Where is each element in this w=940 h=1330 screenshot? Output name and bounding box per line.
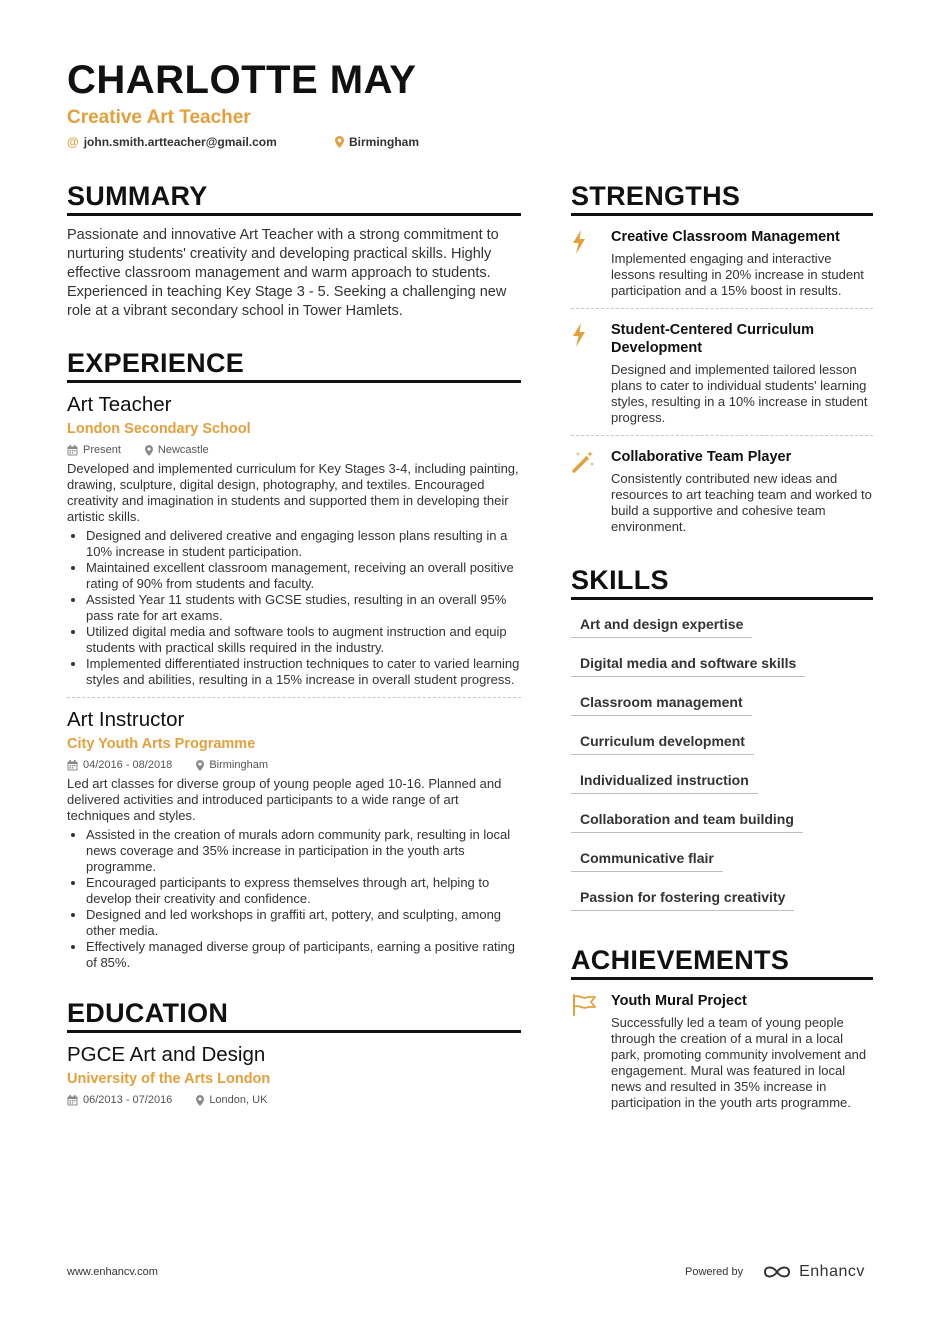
- right-column: [571, 180, 873, 1120]
- location-pin-icon: [335, 136, 344, 148]
- brand-logo[interactable]: [761, 1263, 865, 1281]
- list-item: • Encouraged participants to express themselves through art, helping to develop their creativity and confidence.: [86, 875, 521, 907]
- achievement-item: [571, 980, 873, 1120]
- brand-name: Enhancv: [799, 1263, 865, 1280]
- list-item: • Assisted Year 11 students with GCSE studies, resulting in an overall 95% pass rate for art exams.: [86, 592, 521, 624]
- achievement-title: Youth Mural Project: [611, 993, 747, 1009]
- strength-title: Creative Classroom Management: [611, 229, 840, 245]
- education-dates: 06/2013 - 07/2016: [83, 1094, 173, 1106]
- magic-wand-icon: [571, 450, 595, 474]
- skill-tag: Passion for fostering creativity: [571, 881, 794, 911]
- job-bullets: [67, 827, 521, 971]
- education-heading: EDUCATION: [67, 997, 521, 1033]
- skill-tag: Classroom management: [571, 686, 752, 716]
- skill-tag: Collaboration and team building: [571, 803, 803, 833]
- strength-description: Designed and implemented tailored lesson plans to cater to individual students' learning styles, resulting in a 10% increase in student progress.: [611, 362, 868, 425]
- summary-text: Passionate and innovative Art Teacher with a strong commitment to nurturing students' creativity and developing practical skills. Highly effective classroom management and warm approach to students. Experienced in teaching Key Stage 3 - 5. Seeking a challenging new role at a vibrant secondary school in Tower Hamlets.: [67, 227, 507, 319]
- strength-title: Collaborative Team Player: [611, 449, 792, 465]
- job-entry: [67, 393, 521, 688]
- list-item: • Designed and led workshops in graffiti art, pottery, and sculpting, among other media.: [86, 907, 521, 939]
- powered-by-label: Powered by: [685, 1266, 744, 1278]
- list-item: • Assisted in the creation of murals adorn community park, resulting in local news coverage and 35% increase in participation in the youth arts programme.: [86, 827, 521, 875]
- achievements-heading: ACHIEVEMENTS: [571, 944, 873, 980]
- skill-tag: Communicative flair: [571, 842, 723, 872]
- infinity-icon: [761, 1264, 793, 1280]
- strength-item: [571, 435, 873, 544]
- job-title: Art Instructor: [67, 708, 185, 731]
- left-column: [67, 180, 521, 1107]
- at-icon: @: [67, 135, 79, 149]
- company-name: London Secondary School: [67, 421, 251, 437]
- location-pin-icon: [196, 1095, 204, 1106]
- skills-heading: SKILLS: [571, 564, 873, 600]
- calendar-icon: [67, 445, 78, 456]
- experience-section: [67, 347, 521, 971]
- strength-description: Implemented engaging and interactive lessons resulting in 20% increase in student participation and a 15% boost in results.: [611, 251, 864, 298]
- job-meta: [67, 758, 521, 772]
- job-dates: Present: [83, 444, 121, 456]
- candidate-name: CHARLOTTE MAY: [67, 58, 417, 102]
- summary-section: [67, 180, 521, 321]
- job-title: Art Teacher: [67, 393, 172, 416]
- strength-item: [571, 308, 873, 435]
- school-name: University of the Arts London: [67, 1071, 271, 1087]
- strength-item: [571, 216, 873, 308]
- job-description: Led art classes for diverse group of young people aged 10-16. Planned and delivered activities and introduced participants to a wide range of art techniques and styles.: [67, 776, 502, 823]
- location-text: Birmingham: [349, 135, 420, 149]
- job-dates: 04/2016 - 08/2018: [83, 759, 173, 771]
- education-section: [67, 997, 521, 1107]
- lightning-icon: [571, 323, 587, 347]
- list-item: • Implemented differentiated instruction techniques to cater to varied learning styles and abilities, resulting in a 15% increase in overall student progress.: [86, 656, 521, 688]
- skills-section: [571, 564, 873, 920]
- calendar-icon: [67, 1095, 78, 1106]
- footer-website[interactable]: www.enhancv.com: [67, 1266, 158, 1278]
- education-meta: [67, 1093, 521, 1107]
- education-entry: [67, 1043, 521, 1107]
- candidate-title: Creative Art Teacher: [67, 107, 251, 128]
- contact-location: [335, 134, 419, 150]
- list-item: • Effectively managed diverse group of participants, earning a positive rating of 85%.: [86, 939, 521, 971]
- footer-branding: [685, 1263, 865, 1281]
- contact-email[interactable]: [67, 134, 277, 150]
- job-location: Birmingham: [209, 759, 268, 771]
- skill-tag: Art and design expertise: [571, 608, 752, 638]
- skill-tag: Digital media and software skills: [571, 647, 805, 677]
- job-bullets: [67, 528, 521, 688]
- achievements-section: [571, 944, 873, 1120]
- skill-tag: Individualized instruction: [571, 764, 758, 794]
- degree-title: PGCE Art and Design: [67, 1043, 266, 1066]
- company-name: City Youth Arts Programme: [67, 736, 256, 752]
- job-location: Newcastle: [157, 444, 209, 456]
- flag-icon: [571, 994, 597, 1016]
- calendar-icon: [67, 760, 78, 771]
- strength-title: Student-Centered Curriculum Development: [611, 322, 815, 356]
- email-text: john.smith.artteacher@gmail.com: [83, 135, 277, 149]
- location-pin-icon: [196, 760, 204, 771]
- location-pin-icon: [145, 445, 153, 456]
- strengths-section: [571, 180, 873, 544]
- list-item: • Maintained excellent classroom management, receiving an overall positive rating of 90% from students and faculty.: [86, 560, 521, 592]
- strengths-heading: STRENGTHS: [571, 180, 873, 216]
- skill-tag: Curriculum development: [571, 725, 754, 755]
- achievement-description: Successfully led a team of young people through the creation of a mural in a local park, promoting community involvement and engagement. Mural was featured in local news and resulted in 35% increase in participation in the youth arts programme.: [611, 1015, 867, 1110]
- divider: [67, 697, 521, 698]
- job-description: Developed and implemented curriculum for Key Stages 3-4, including painting, drawing, sculpture, digital design, photography, and textiles. Encouraged creativity and imagination in students and supported them in developing their artistic skills.: [67, 461, 519, 524]
- list-item: • Utilized digital media and software tools to augment instruction and equip students with practical skills required in the industry.: [86, 624, 521, 656]
- job-meta: [67, 443, 521, 457]
- education-location: London, UK: [209, 1094, 268, 1106]
- lightning-icon: [571, 230, 587, 254]
- job-entry: [67, 708, 521, 971]
- skills-list: [571, 608, 873, 920]
- summary-heading: SUMMARY: [67, 180, 521, 216]
- list-item: • Designed and delivered creative and engaging lesson plans resulting in a 10% increase in student participation.: [86, 528, 521, 560]
- strength-description: Consistently contributed new ideas and resources to art teaching team and worked to build a supportive and cohesive team environment.: [611, 471, 872, 534]
- experience-heading: EXPERIENCE: [67, 347, 521, 383]
